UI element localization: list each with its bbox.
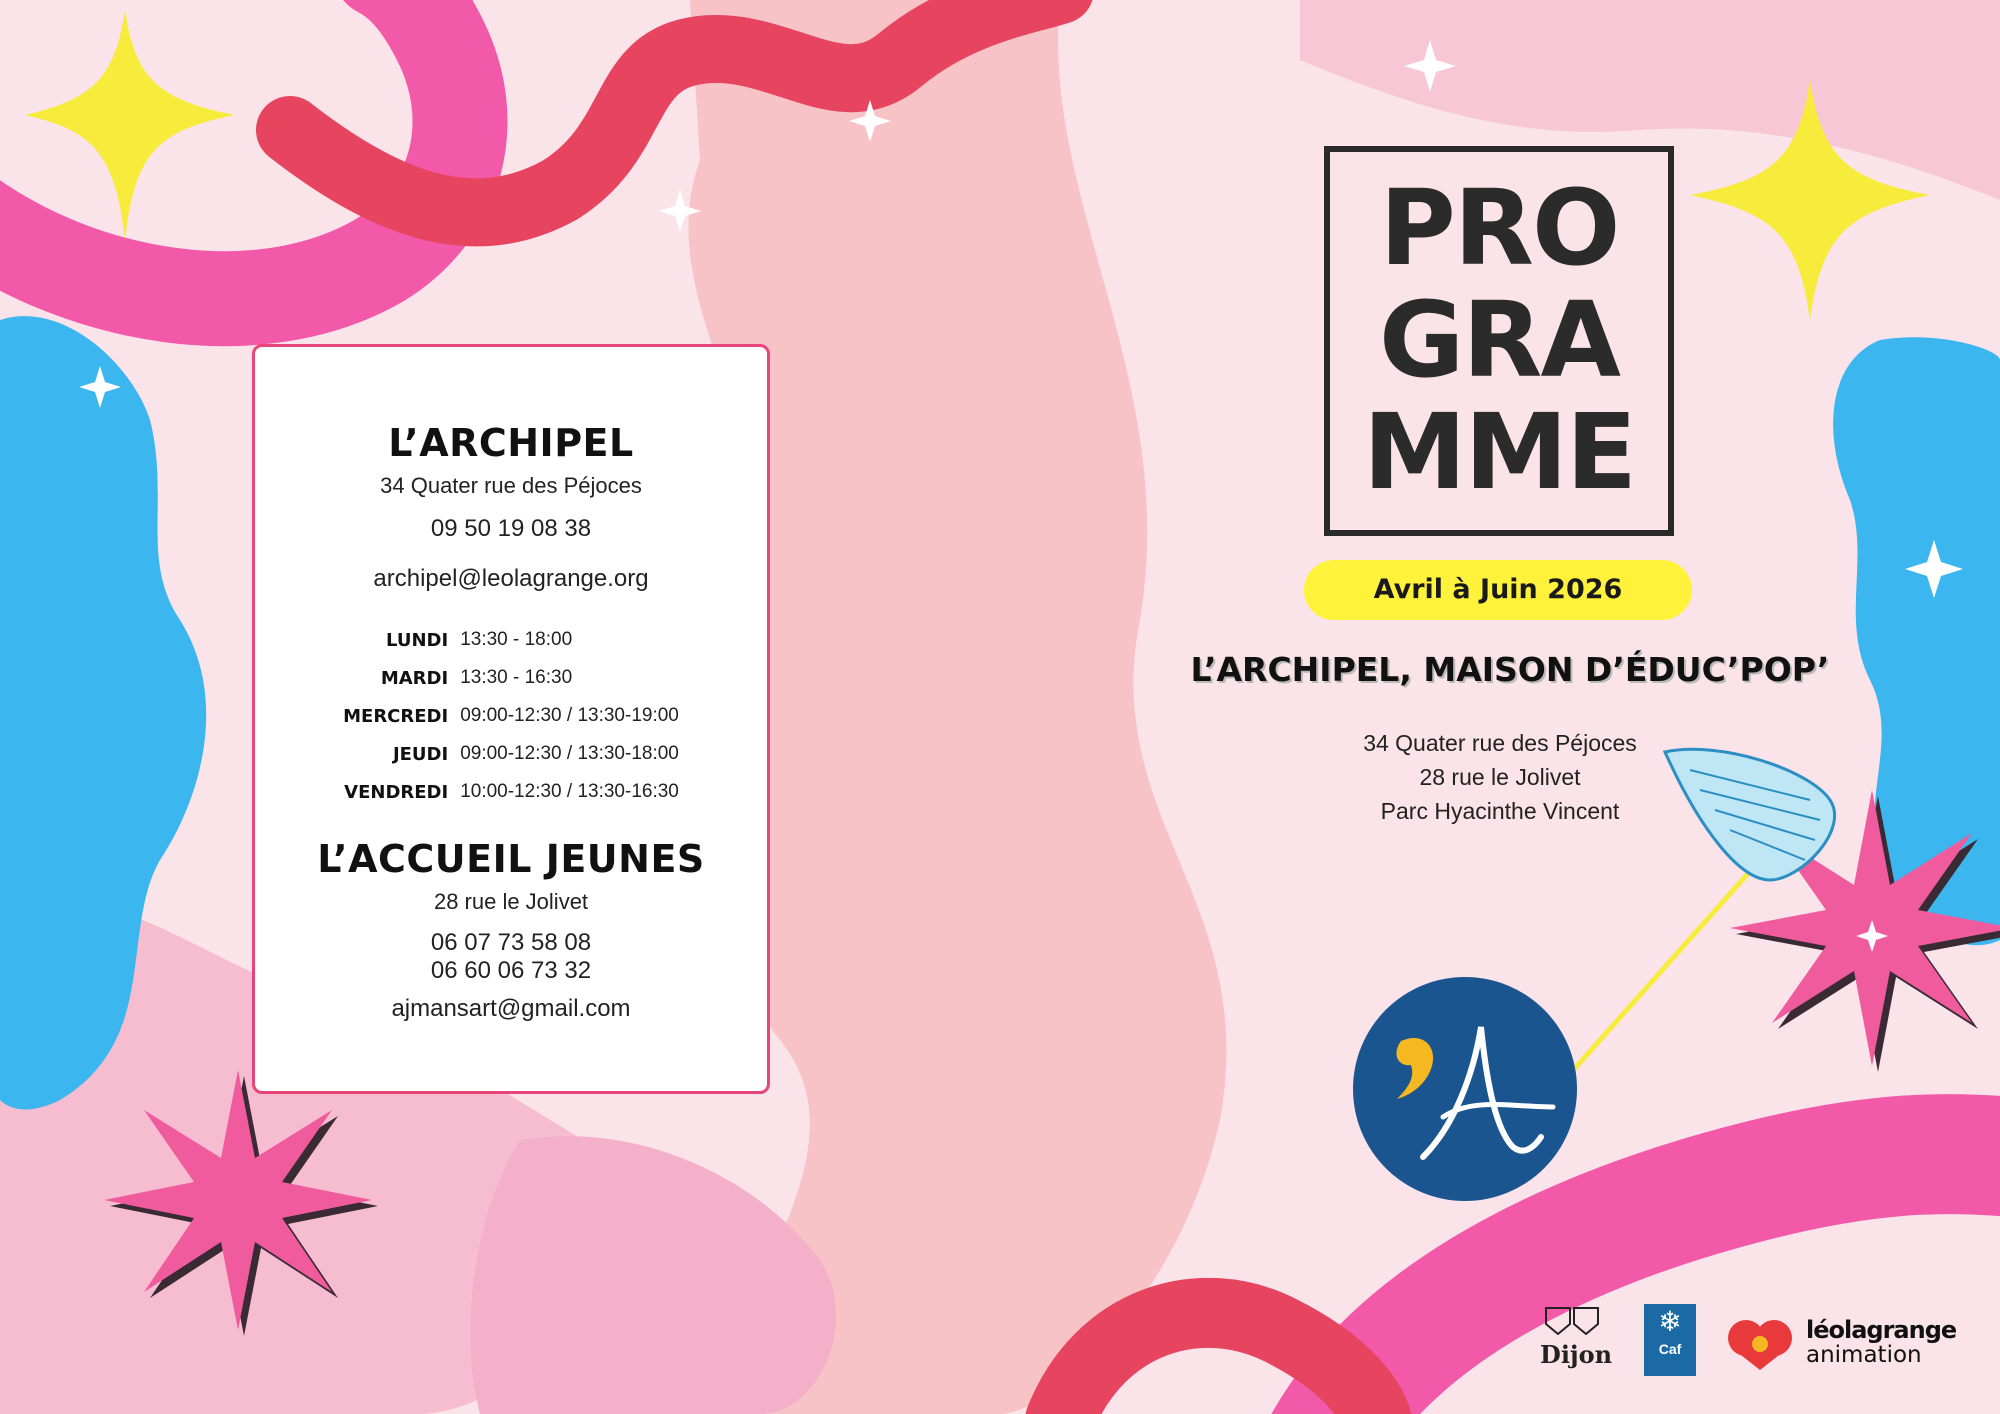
programme-subtitle: L’ARCHIPEL, MAISON D’ÉDUC’POP’ — [1190, 650, 1830, 689]
hours-time: 13:30 - 16:30 — [460, 667, 573, 688]
programme-line-3: MME — [1362, 391, 1636, 513]
archipel-logo — [1353, 977, 1577, 1201]
accueil-phone-1[interactable]: 06 07 73 58 08 — [430, 929, 592, 956]
accueil-phone-2[interactable]: 06 60 06 73 32 — [430, 957, 592, 984]
hours-time: 09:00-12:30 / 13:30-18:00 — [460, 743, 679, 764]
dijon-label: Dijon — [1540, 1340, 1613, 1369]
leolagrange-name: léolagrange — [1806, 1316, 1957, 1344]
accueil-address: 28 rue le Jolivet — [433, 889, 589, 914]
address-item: 34 Quater rue des Péjoces — [1363, 730, 1637, 756]
hours-row — [343, 621, 679, 659]
archipel-phone[interactable]: 09 50 19 08 38 — [430, 515, 592, 542]
hours-row — [343, 697, 679, 735]
accueil-title: L’ACCUEIL JEUNES — [317, 837, 705, 881]
leolagrange-heart-icon — [1726, 1316, 1796, 1372]
programme-title-box — [1324, 146, 1674, 536]
opening-hours-table — [343, 621, 679, 811]
address-item: Parc Hyacinthe Vincent — [1380, 798, 1620, 824]
programme-line-2: GRA — [1379, 279, 1619, 401]
hours-day: JEUDI — [392, 743, 449, 765]
hours-time: 09:00-12:30 / 13:30-19:00 — [460, 705, 679, 726]
hours-time: 13:30 - 18:00 — [460, 629, 573, 650]
accueil-email[interactable]: ajmansart@gmail.com — [391, 995, 631, 1022]
caf-logo — [1644, 1304, 1696, 1376]
snowflake-icon: ❄ — [1658, 1306, 1682, 1337]
programme-line-1: PRO — [1379, 167, 1619, 289]
address-item: 28 rue le Jolivet — [1419, 764, 1581, 790]
archipel-logo-mark — [1353, 977, 1577, 1201]
hours-day: LUNDI — [386, 629, 449, 651]
hours-time: 10:00-12:30 / 13:30-16:30 — [460, 781, 679, 802]
contact-card — [252, 344, 770, 1094]
hours-day: VENDREDI — [344, 781, 449, 803]
dijon-logo — [1540, 1306, 1612, 1368]
date-range-badge: Avril à Juin 2026 — [1304, 560, 1692, 620]
address-list — [1300, 726, 1700, 828]
leolagrange-sub: animation — [1806, 1342, 1922, 1368]
hours-day: MARDI — [380, 667, 449, 689]
hours-row — [343, 735, 679, 773]
archipel-address: 34 Quater rue des Péjoces — [380, 473, 642, 498]
archipel-email[interactable]: archipel@leolagrange.org — [373, 565, 649, 592]
caf-label: Caf — [1658, 1341, 1682, 1357]
dijon-crest-icon — [1540, 1306, 1612, 1336]
archipel-title: L’ARCHIPEL — [388, 421, 634, 465]
hours-row — [343, 773, 679, 811]
hours-row — [343, 659, 679, 697]
leolagrange-logo — [1726, 1316, 1976, 1372]
hours-day: MERCREDI — [343, 705, 449, 727]
